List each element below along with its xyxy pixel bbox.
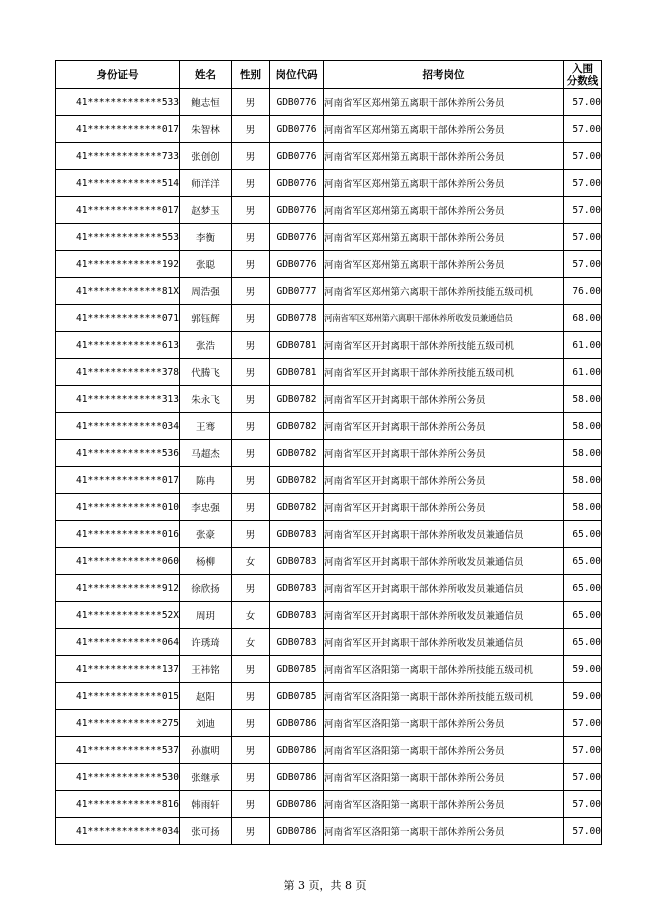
cell-name: 韩雨轩 <box>180 791 232 818</box>
cell-id: 41*************514 <box>56 170 180 197</box>
cell-id: 41*************060 <box>56 548 180 575</box>
cell-name: 陈冉 <box>180 467 232 494</box>
cell-id: 41*************613 <box>56 332 180 359</box>
cell-position: 河南省军区开封离职干部休养所公务员 <box>324 467 564 494</box>
cell-id: 41*************816 <box>56 791 180 818</box>
table-header-row <box>56 61 602 89</box>
cell-name: 王祎铭 <box>180 656 232 683</box>
cell-name: 郭钰辉 <box>180 305 232 332</box>
cell-id: 41*************016 <box>56 521 180 548</box>
cell-code: GDB0778 <box>270 305 324 332</box>
cell-position: 河南省军区开封离职干部休养所公务员 <box>324 386 564 413</box>
cell-name: 代腾飞 <box>180 359 232 386</box>
cell-id: 41*************733 <box>56 143 180 170</box>
cell-id: 41*************533 <box>56 89 180 116</box>
cell-position: 河南省军区开封离职干部休养所收发员兼通信员 <box>324 575 564 602</box>
cell-code: GDB0783 <box>270 548 324 575</box>
cell-gender: 男 <box>232 143 270 170</box>
table-row <box>56 737 602 764</box>
table-row <box>56 494 602 521</box>
cell-score: 57.00 <box>564 764 602 791</box>
cell-gender: 男 <box>232 494 270 521</box>
cell-gender: 女 <box>232 548 270 575</box>
cell-gender: 男 <box>232 89 270 116</box>
cell-code: GDB0783 <box>270 575 324 602</box>
cell-gender: 女 <box>232 602 270 629</box>
cell-id: 41*************015 <box>56 683 180 710</box>
cell-position: 河南省军区洛阳第一离职干部休养所技能五级司机 <box>324 656 564 683</box>
cell-code: GDB0786 <box>270 791 324 818</box>
cell-position: 河南省军区开封离职干部休养所公务员 <box>324 440 564 467</box>
cell-name: 周浩强 <box>180 278 232 305</box>
cell-id: 41*************034 <box>56 818 180 845</box>
cell-code: GDB0776 <box>270 116 324 143</box>
cell-position: 河南省军区开封离职干部休养所收发员兼通信员 <box>324 629 564 656</box>
cell-code: GDB0782 <box>270 440 324 467</box>
cell-id: 41*************192 <box>56 251 180 278</box>
cell-gender: 男 <box>232 656 270 683</box>
cell-id: 41*************81X <box>56 278 180 305</box>
cell-gender: 男 <box>232 818 270 845</box>
table-row <box>56 575 602 602</box>
cell-name: 朱智林 <box>180 116 232 143</box>
header-code: 岗位代码 <box>270 61 324 89</box>
cell-score: 57.00 <box>564 170 602 197</box>
cell-id: 41*************52X <box>56 602 180 629</box>
table-row <box>56 386 602 413</box>
header-score <box>564 61 602 89</box>
cell-position: 河南省军区开封离职干部休养所收发员兼通信员 <box>324 602 564 629</box>
cell-score: 65.00 <box>564 575 602 602</box>
cell-score: 59.00 <box>564 683 602 710</box>
cell-gender: 男 <box>232 521 270 548</box>
cell-id: 41*************912 <box>56 575 180 602</box>
table-row <box>56 683 602 710</box>
cell-gender: 男 <box>232 710 270 737</box>
cell-position: 河南省军区开封离职干部休养所技能五级司机 <box>324 332 564 359</box>
cell-gender: 男 <box>232 197 270 224</box>
cell-code: GDB0782 <box>270 494 324 521</box>
table-row <box>56 710 602 737</box>
cell-position: 河南省军区开封离职干部休养所收发员兼通信员 <box>324 548 564 575</box>
cell-code: GDB0776 <box>270 170 324 197</box>
cell-position: 河南省军区郑州第六离职干部休养所收发员兼通信员 <box>324 305 564 332</box>
table-row <box>56 170 602 197</box>
cell-code: GDB0786 <box>270 818 324 845</box>
table-row <box>56 791 602 818</box>
cell-score: 65.00 <box>564 548 602 575</box>
table-row <box>56 278 602 305</box>
cell-name: 张豪 <box>180 521 232 548</box>
cell-score: 58.00 <box>564 413 602 440</box>
cell-position: 河南省军区郑州第五离职干部休养所公务员 <box>324 89 564 116</box>
cell-code: GDB0783 <box>270 602 324 629</box>
cell-position: 河南省军区开封离职干部休养所技能五级司机 <box>324 359 564 386</box>
cell-position: 河南省军区郑州第五离职干部休养所公务员 <box>324 116 564 143</box>
cell-id: 41*************536 <box>56 440 180 467</box>
cell-position: 河南省军区开封离职干部休养所公务员 <box>324 494 564 521</box>
cell-name: 刘迪 <box>180 710 232 737</box>
cell-score: 57.00 <box>564 737 602 764</box>
table-row <box>56 764 602 791</box>
cell-gender: 男 <box>232 575 270 602</box>
table-row <box>56 629 602 656</box>
cell-name: 许琇琦 <box>180 629 232 656</box>
cell-id: 41*************553 <box>56 224 180 251</box>
cell-score: 57.00 <box>564 710 602 737</box>
cell-name: 李衡 <box>180 224 232 251</box>
cell-score: 61.00 <box>564 359 602 386</box>
cell-score: 57.00 <box>564 89 602 116</box>
cell-position: 河南省军区郑州第五离职干部休养所公务员 <box>324 197 564 224</box>
cell-code: GDB0785 <box>270 683 324 710</box>
admission-table <box>55 60 602 845</box>
cell-name: 王骞 <box>180 413 232 440</box>
cell-gender: 男 <box>232 791 270 818</box>
table-row <box>56 143 602 170</box>
cell-score: 58.00 <box>564 467 602 494</box>
cell-position: 河南省军区洛阳第一离职干部休养所公务员 <box>324 791 564 818</box>
cell-name: 张创创 <box>180 143 232 170</box>
table-row <box>56 818 602 845</box>
cell-name: 鲍志恒 <box>180 89 232 116</box>
cell-code: GDB0782 <box>270 386 324 413</box>
cell-position: 河南省军区洛阳第一离职干部休养所技能五级司机 <box>324 683 564 710</box>
cell-gender: 男 <box>232 764 270 791</box>
cell-gender: 男 <box>232 413 270 440</box>
cell-id: 41*************313 <box>56 386 180 413</box>
cell-id: 41*************034 <box>56 413 180 440</box>
cell-name: 张继承 <box>180 764 232 791</box>
cell-id: 41*************530 <box>56 764 180 791</box>
cell-id: 41*************071 <box>56 305 180 332</box>
cell-code: GDB0786 <box>270 737 324 764</box>
header-id: 身份证号 <box>56 61 180 89</box>
header-score-line1: 入围 <box>572 62 593 75</box>
cell-gender: 男 <box>232 305 270 332</box>
cell-gender: 女 <box>232 629 270 656</box>
table-row <box>56 305 602 332</box>
cell-gender: 男 <box>232 737 270 764</box>
cell-gender: 男 <box>232 170 270 197</box>
cell-code: GDB0786 <box>270 710 324 737</box>
table-row <box>56 332 602 359</box>
cell-code: GDB0776 <box>270 143 324 170</box>
cell-code: GDB0782 <box>270 413 324 440</box>
cell-id: 41*************017 <box>56 116 180 143</box>
cell-name: 杨柳 <box>180 548 232 575</box>
table-row <box>56 602 602 629</box>
cell-score: 76.00 <box>564 278 602 305</box>
cell-code: GDB0781 <box>270 332 324 359</box>
cell-gender: 男 <box>232 278 270 305</box>
cell-name: 赵阳 <box>180 683 232 710</box>
cell-gender: 男 <box>232 386 270 413</box>
cell-position: 河南省军区郑州第五离职干部休养所公务员 <box>324 170 564 197</box>
cell-id: 41*************275 <box>56 710 180 737</box>
cell-score: 57.00 <box>564 791 602 818</box>
cell-score: 65.00 <box>564 602 602 629</box>
cell-score: 57.00 <box>564 197 602 224</box>
cell-id: 41*************017 <box>56 197 180 224</box>
cell-code: GDB0782 <box>270 467 324 494</box>
cell-code: GDB0781 <box>270 359 324 386</box>
header-gender: 性别 <box>232 61 270 89</box>
cell-position: 河南省军区洛阳第一离职干部休养所公务员 <box>324 710 564 737</box>
cell-code: GDB0776 <box>270 224 324 251</box>
cell-score: 57.00 <box>564 116 602 143</box>
table-row <box>56 656 602 683</box>
cell-position: 河南省军区郑州第五离职干部休养所公务员 <box>324 251 564 278</box>
cell-id: 41*************378 <box>56 359 180 386</box>
cell-score: 57.00 <box>564 143 602 170</box>
cell-code: GDB0783 <box>270 629 324 656</box>
cell-score: 68.00 <box>564 305 602 332</box>
cell-gender: 男 <box>232 332 270 359</box>
cell-position: 河南省军区洛阳第一离职干部休养所公务员 <box>324 818 564 845</box>
cell-id: 41*************010 <box>56 494 180 521</box>
cell-name: 周玥 <box>180 602 232 629</box>
cell-score: 59.00 <box>564 656 602 683</box>
cell-id: 41*************017 <box>56 467 180 494</box>
cell-score: 61.00 <box>564 332 602 359</box>
page-footer: 第 3 页，共 8 页 <box>283 879 367 892</box>
cell-gender: 男 <box>232 683 270 710</box>
cell-position: 河南省军区郑州第五离职干部休养所公务员 <box>324 143 564 170</box>
table-row <box>56 89 602 116</box>
cell-code: GDB0785 <box>270 656 324 683</box>
cell-gender: 男 <box>232 467 270 494</box>
cell-score: 57.00 <box>564 818 602 845</box>
cell-gender: 男 <box>232 251 270 278</box>
cell-score: 58.00 <box>564 440 602 467</box>
cell-id: 41*************064 <box>56 629 180 656</box>
cell-name: 李忠强 <box>180 494 232 521</box>
header-score-line2: 分数线 <box>566 74 599 87</box>
cell-code: GDB0776 <box>270 197 324 224</box>
table-body <box>56 89 602 845</box>
cell-code: GDB0776 <box>270 89 324 116</box>
cell-name: 赵梦玉 <box>180 197 232 224</box>
header-position: 招考岗位 <box>324 61 564 89</box>
table-row <box>56 116 602 143</box>
cell-gender: 男 <box>232 224 270 251</box>
cell-name: 孙旗明 <box>180 737 232 764</box>
cell-score: 57.00 <box>564 224 602 251</box>
table-row <box>56 548 602 575</box>
cell-name: 师洋洋 <box>180 170 232 197</box>
cell-score: 65.00 <box>564 629 602 656</box>
cell-score: 65.00 <box>564 521 602 548</box>
cell-gender: 男 <box>232 116 270 143</box>
table-row <box>56 521 602 548</box>
cell-position: 河南省军区开封离职干部休养所收发员兼通信员 <box>324 521 564 548</box>
cell-id: 41*************137 <box>56 656 180 683</box>
cell-name: 张可扬 <box>180 818 232 845</box>
cell-code: GDB0776 <box>270 251 324 278</box>
cell-code: GDB0786 <box>270 764 324 791</box>
cell-score: 57.00 <box>564 251 602 278</box>
cell-position: 河南省军区洛阳第一离职干部休养所公务员 <box>324 764 564 791</box>
cell-position: 河南省军区郑州第五离职干部休养所公务员 <box>324 224 564 251</box>
cell-code: GDB0777 <box>270 278 324 305</box>
table-row <box>56 197 602 224</box>
table-row <box>56 467 602 494</box>
cell-id: 41*************537 <box>56 737 180 764</box>
cell-name: 朱永飞 <box>180 386 232 413</box>
table-row <box>56 359 602 386</box>
cell-code: GDB0783 <box>270 521 324 548</box>
table-row <box>56 440 602 467</box>
table-row <box>56 251 602 278</box>
cell-name: 马超杰 <box>180 440 232 467</box>
cell-gender: 男 <box>232 440 270 467</box>
cell-position: 河南省军区郑州第六离职干部休养所技能五级司机 <box>324 278 564 305</box>
cell-position: 河南省军区开封离职干部休养所公务员 <box>324 413 564 440</box>
header-name: 姓名 <box>180 61 232 89</box>
table-row <box>56 224 602 251</box>
cell-name: 张浩 <box>180 332 232 359</box>
cell-score: 58.00 <box>564 494 602 521</box>
table-row <box>56 413 602 440</box>
cell-gender: 男 <box>232 359 270 386</box>
cell-position: 河南省军区洛阳第一离职干部休养所公务员 <box>324 737 564 764</box>
cell-name: 徐欣扬 <box>180 575 232 602</box>
cell-name: 张聪 <box>180 251 232 278</box>
cell-score: 58.00 <box>564 386 602 413</box>
